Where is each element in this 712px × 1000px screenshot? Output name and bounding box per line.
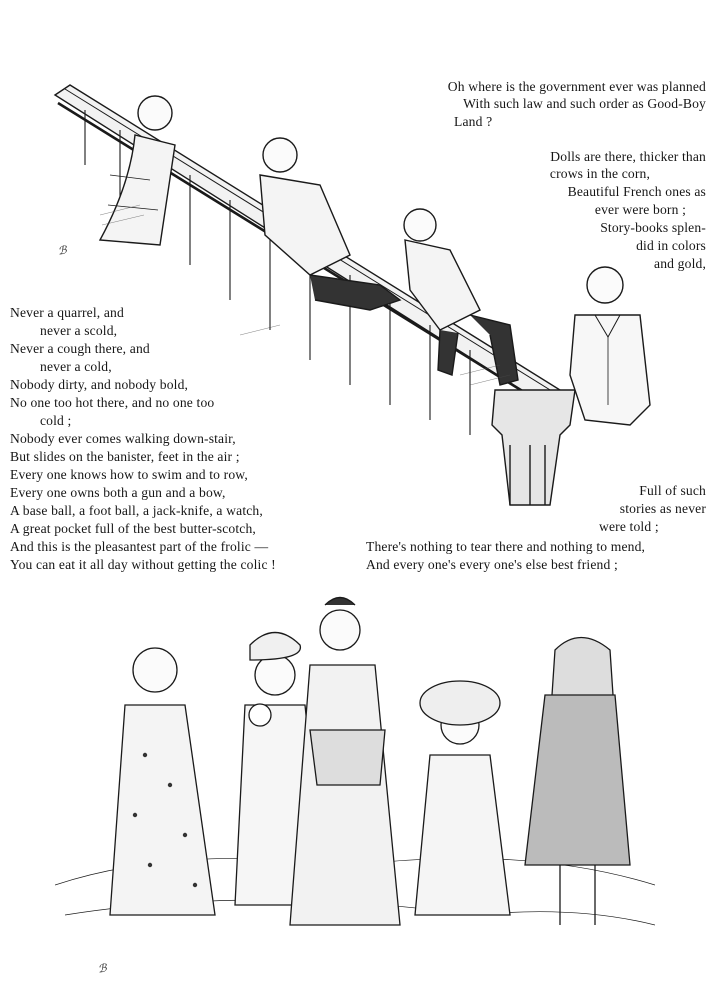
- right-lower-verse-line-4: There's nothing to tear there and nothing to mend,: [366, 539, 646, 554]
- left-verse-line-7: cold ;: [40, 413, 72, 428]
- artist-monogram-bottom: ℬ: [97, 962, 108, 976]
- right-verse-line-1: Dolls are there, thicker than: [550, 149, 706, 164]
- left-verse-line-6: No one too hot there, and no one too: [10, 395, 215, 410]
- left-verse-line-14: And this is the pleasantest part of the frolic —: [10, 539, 269, 554]
- left-verse-line-13: A great pocket full of the best butter-scotch,: [10, 521, 256, 536]
- girls-with-dolls-illustration: [55, 585, 655, 985]
- top-verse-line-2: With such law and such order as Good-Boy: [463, 96, 706, 111]
- right-lower-verse-line-1: Full of such: [639, 483, 706, 498]
- left-verse-line-11: Every one owns both a gun and a bow,: [10, 485, 226, 500]
- left-verse-line-8: Nobody ever comes walking down-stair,: [10, 431, 236, 446]
- left-verse-line-3: Never a cough there, and: [10, 341, 150, 356]
- left-verse-line-2: never a scold,: [40, 323, 118, 338]
- right-verse-line-7: and gold,: [654, 256, 706, 271]
- left-verse-line-9: But slides on the banister, feet in the air ;: [10, 449, 240, 464]
- left-verse-line-12: A base ball, a foot ball, a jack-knife, a watch,: [10, 503, 263, 518]
- left-verse-line-4: never a cold,: [40, 359, 112, 374]
- left-verse-line-15: You can eat it all day without getting the colic !: [10, 557, 276, 572]
- right-verse-line-6: did in colors: [636, 238, 706, 253]
- top-verse-line-3: Land ?: [454, 114, 493, 129]
- right-lower-verse-line-2: stories as never: [619, 501, 706, 516]
- left-verse-line-10: Every one knows how to swim and to row,: [10, 467, 248, 482]
- right-verse-line-5: Story-books splen-: [600, 220, 706, 235]
- left-verse-line-5: Nobody dirty, and nobody bold,: [10, 377, 189, 392]
- right-verse-line-2: crows in the corn,: [549, 166, 650, 181]
- left-verse-line-1: Never a quarrel, and: [10, 305, 124, 320]
- top-verse-line-1: Oh where is the government ever was planned: [447, 79, 706, 94]
- artist-monogram-top: ℬ: [57, 244, 68, 258]
- right-lower-verse-line-3: were told ;: [599, 519, 659, 534]
- right-verse-line-4: ever were born ;: [594, 202, 686, 217]
- right-verse-line-3: Beautiful French ones as: [567, 184, 706, 199]
- right-lower-verse-line-5: And every one's every one's else best friend ;: [366, 557, 618, 572]
